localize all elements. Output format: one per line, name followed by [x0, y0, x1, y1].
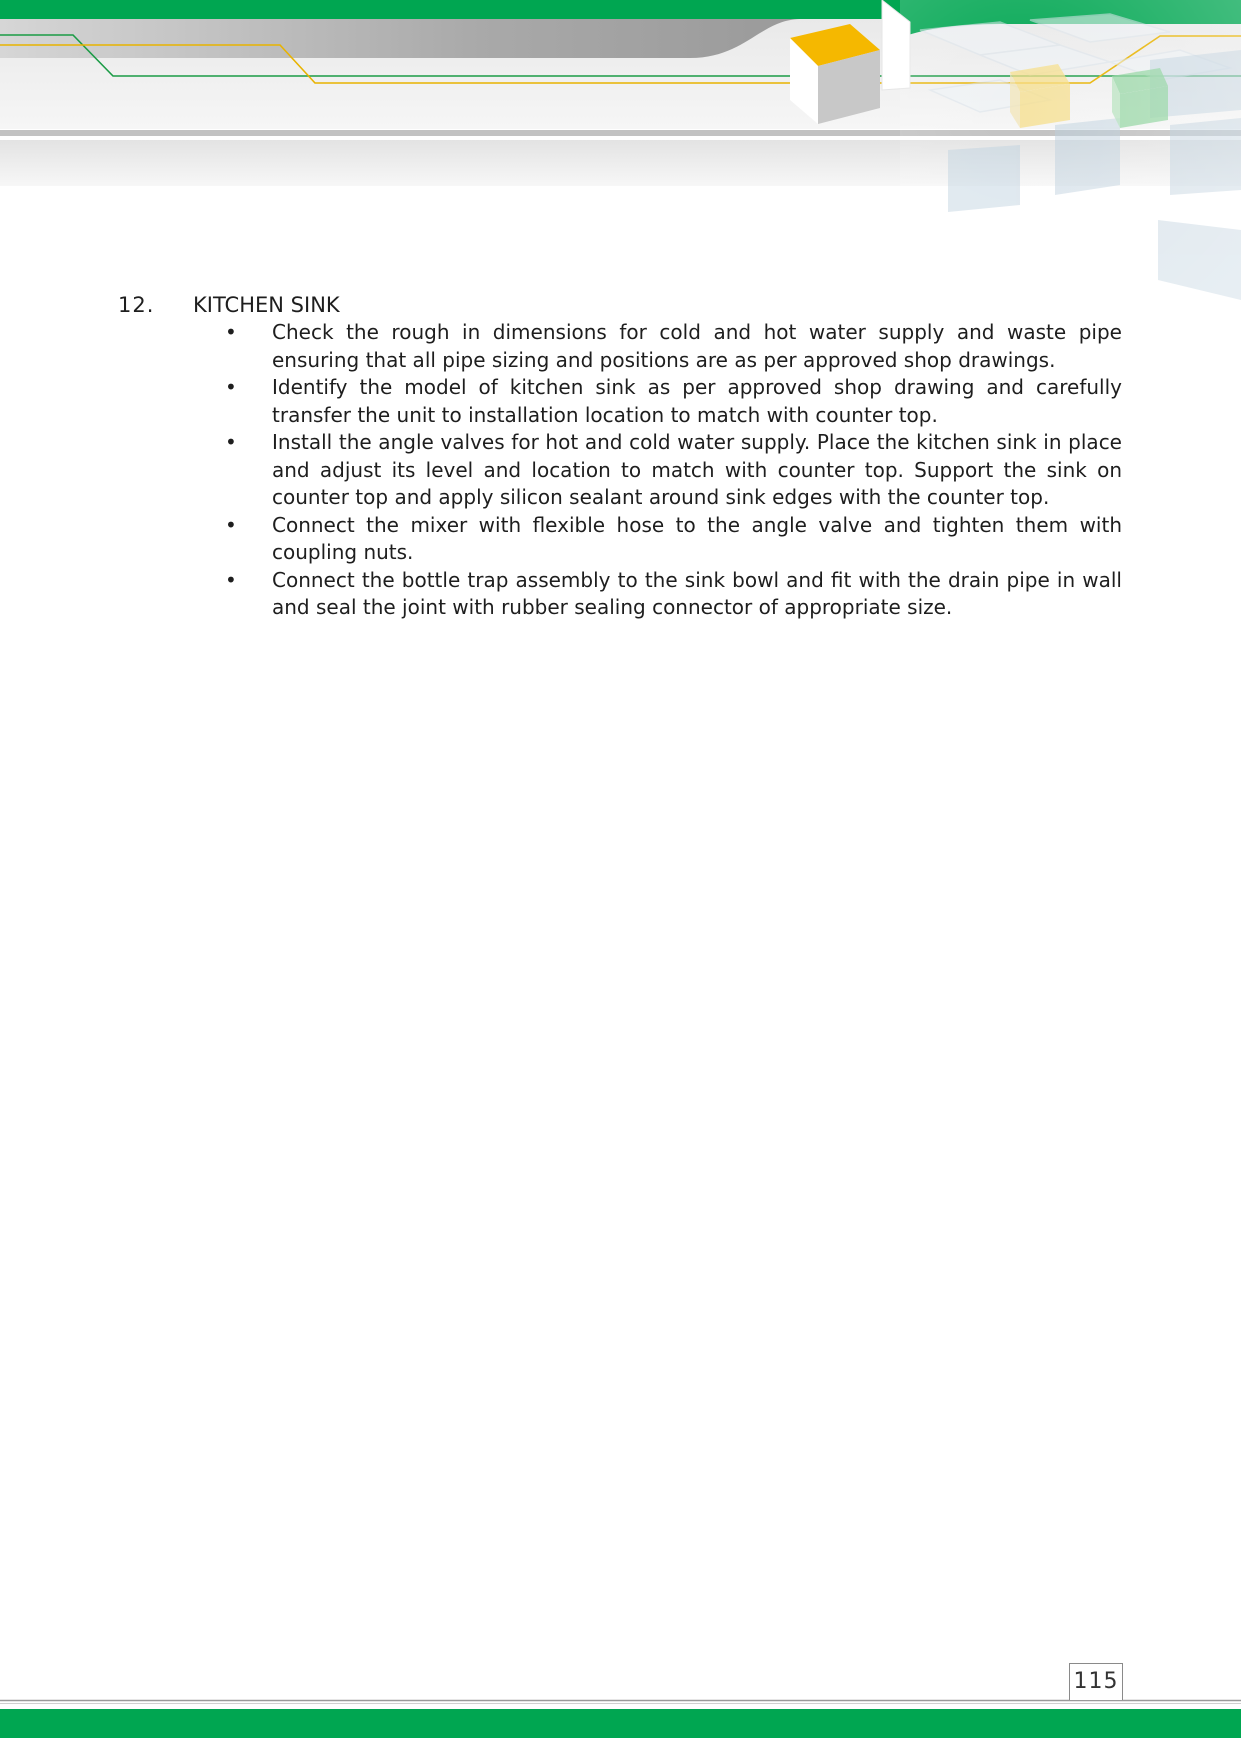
- procedure-list: [222, 319, 1122, 622]
- list-item: [222, 319, 1122, 374]
- page-number-box: [1069, 1663, 1123, 1700]
- yellow-cube-graphic: [790, 24, 880, 124]
- list-item: [222, 567, 1122, 622]
- bottom-green-bar: [0, 1709, 1241, 1738]
- list-item: [222, 429, 1122, 512]
- bullet-icon: •: [225, 375, 237, 399]
- bullet-icon: •: [225, 320, 237, 344]
- page-number: 115: [1073, 1669, 1119, 1694]
- gray-header-band: [0, 19, 800, 58]
- bullet-icon: •: [225, 430, 237, 454]
- list-item: [222, 512, 1122, 567]
- list-item-text: Connect the bottle trap assembly to the sink bowl and fit with the drain pipe in wall and seal the joint with rubber sealing connector of appropriate size.: [272, 567, 1122, 619]
- bullet-icon: •: [225, 567, 237, 592]
- section-title: KITCHEN SINK: [193, 293, 340, 317]
- list-item-text: Connect the mixer with flexible hose to the angle valve and tighten them with coupling nuts.: [272, 512, 1122, 564]
- list-item-text: Check the rough in dimensions for cold and hot water supply and waste pipe ensuring that all pipe sizing and positions are as per approved shop drawings.: [272, 320, 1122, 372]
- list-item-text: Install the angle valves for hot and cold water supply. Place the kitchen sink in place and adjust its level and location to match with counter top. Support the sink on counter top and apply silicon sealant around sink edges with the counter top.: [272, 430, 1122, 509]
- section-number: 12.: [118, 293, 155, 317]
- header-banner: [0, 0, 1241, 310]
- list-item-text: Identify the model of kitchen sink as per approved shop drawing and carefully transfer the unit to installation location to match with counter top.: [272, 375, 1122, 427]
- footer-banner: [0, 1660, 1241, 1754]
- list-item: [222, 374, 1122, 429]
- bullet-icon: •: [225, 512, 237, 537]
